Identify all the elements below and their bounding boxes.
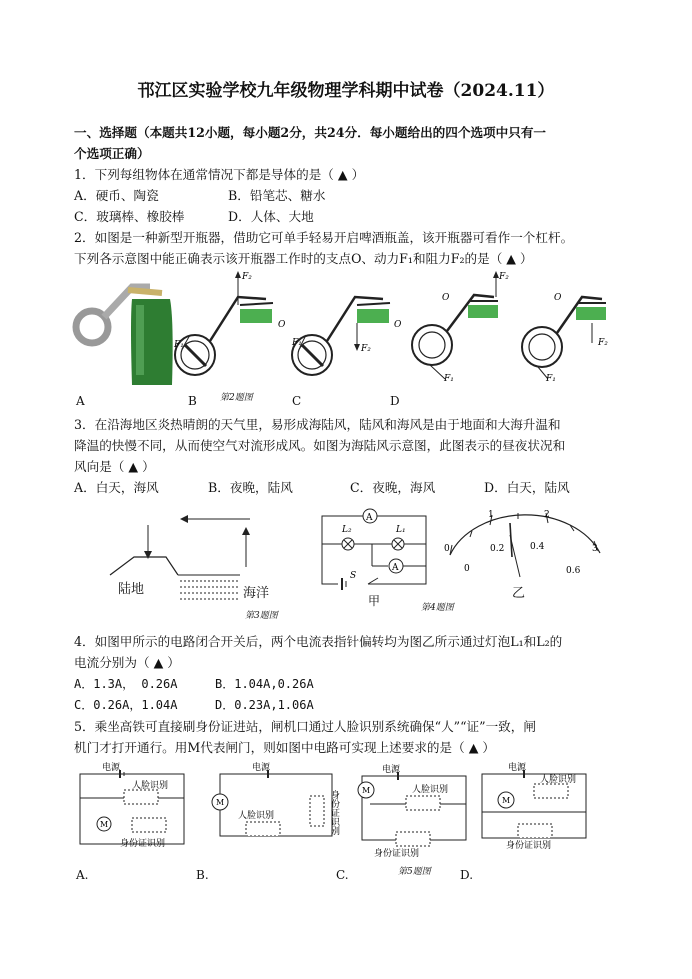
c-o-label: O bbox=[394, 320, 402, 330]
a-power-label: 电源 bbox=[102, 763, 121, 773]
q2-stem: 2．如图是一种新型开瓶器，借助它可单手轻易开启啤酒瓶盖，该开瓶器可看作一个杠杆。 bbox=[74, 230, 574, 245]
c-face-label: 人脸识别 bbox=[412, 785, 449, 795]
bottle-opener-photo bbox=[76, 287, 173, 385]
q5-circuit-c bbox=[358, 763, 466, 859]
b-motor-label: M bbox=[216, 798, 225, 807]
q4-caption: 第4题图 bbox=[421, 603, 454, 613]
q2-label-c: C bbox=[292, 394, 302, 408]
switch-s-label: S bbox=[350, 571, 357, 581]
section-heading: 一、选择题（本题共12小题，每小题2分，共24分．每小题给出的四个选项中只有一 bbox=[74, 125, 547, 140]
a-motor-label: M bbox=[100, 820, 109, 829]
q3-stem: 3．在沿海地区炎热晴朗的天气里，易形成海陆风，陆风和海风是由于地面和大海升温和 bbox=[74, 417, 561, 432]
d-power-label: 电源 bbox=[508, 763, 527, 773]
q1-option-b: B．铅笔芯、糖水 bbox=[228, 188, 326, 203]
d-face-label: 人脸识别 bbox=[540, 775, 577, 785]
e-f2-label: F₂ bbox=[598, 338, 608, 348]
diagram-b bbox=[173, 271, 286, 375]
q5-stem-cont: 机门才打开通行。用M代表闸门，则如图中电路可实现上述要求的是（ ▲ ） bbox=[74, 740, 495, 755]
section-heading-cont: 个选项正确） bbox=[74, 146, 150, 161]
q4-option-a: A．1.3A， 0.26A bbox=[74, 677, 178, 691]
ammeter-a2-label: A bbox=[392, 563, 399, 573]
q5-circuit-b bbox=[212, 761, 340, 836]
q4-option-d: D．0.23A,1.06A bbox=[215, 698, 314, 712]
a-face-label: 人脸识别 bbox=[132, 781, 169, 791]
diagram-d bbox=[412, 271, 509, 384]
q5-stem: 5．乘坐高铁可直接刷身份证进站，闸机口通过人脸识别系统确保“人”“证”一致，闸 bbox=[74, 719, 536, 734]
q4-stem: 4．如图甲所示的电路闭合开关后，两个电流表指针偏转均为图乙所示通过灯泡L₁和L₂的 bbox=[74, 634, 563, 649]
dial-inner-tick-3: 0.6 bbox=[566, 566, 581, 576]
q5-figure bbox=[70, 760, 630, 870]
q2-figure bbox=[70, 265, 630, 405]
q2-stem-cont: 下列各示意图中能正确表示该开瓶器工作时的支点O、动力F₁和阻力F₂的是（ ▲ ） bbox=[74, 251, 533, 266]
q3-sea-label: 海洋 bbox=[243, 586, 270, 601]
q2-caption: 第2题图 bbox=[220, 393, 253, 403]
q3-option-a: A．白天，海风 bbox=[74, 480, 159, 495]
q3-option-b: B．夜晚，陆风 bbox=[208, 480, 293, 495]
paper-title: 邗江区实验学校九年级物理学科期中试卷（2024.11） bbox=[137, 81, 555, 101]
q3-caption: 第3题图 bbox=[245, 611, 278, 621]
diagram-e bbox=[522, 293, 608, 384]
q2-label-d: D bbox=[390, 394, 400, 408]
q5-label-d: D. bbox=[460, 868, 474, 882]
q2-label-b: B bbox=[188, 394, 197, 408]
q3-stem-cont2: 风向是（ ▲ ） bbox=[74, 459, 155, 474]
c-power-label: 电源 bbox=[382, 765, 401, 775]
q3-land-label: 陆地 bbox=[118, 582, 145, 597]
lamp-l2-label: L₂ bbox=[342, 525, 352, 535]
d-id-label: 身份证识别 bbox=[506, 841, 552, 851]
d-motor-label: M bbox=[502, 796, 511, 805]
b-f2-label: F₂ bbox=[242, 272, 252, 282]
q3-option-d: D．白天，陆风 bbox=[484, 480, 570, 495]
c-f1-label: F₁ bbox=[292, 338, 302, 348]
dial-outer-tick-3: 3 bbox=[592, 544, 598, 554]
dial-outer-zero: 0 bbox=[444, 544, 450, 554]
dial-outer-tick-2: 2 bbox=[544, 510, 550, 520]
q4-circuit-jia bbox=[318, 508, 448, 592]
ammeter-a1-label: A bbox=[366, 513, 373, 523]
c-motor-label: M bbox=[362, 786, 371, 795]
c-f2-label: F₂ bbox=[361, 344, 371, 354]
b-power-label: 电源 bbox=[252, 763, 271, 773]
c-id-label: 身份证识别 bbox=[374, 849, 420, 859]
b-o-label: O bbox=[278, 320, 286, 330]
q5-circuit-a bbox=[80, 761, 184, 849]
diagram-c bbox=[291, 297, 402, 375]
dial-inner-tick-2: 0.4 bbox=[530, 542, 545, 552]
q4-stem-cont: 电流分别为（ ▲ ） bbox=[74, 655, 180, 670]
q1-option-d: D．人体、大地 bbox=[228, 209, 314, 224]
e-o-label: O bbox=[554, 293, 562, 303]
b-face-label: 人脸识别 bbox=[238, 811, 275, 821]
d-f1-label: F₁ bbox=[444, 374, 454, 384]
dial-inner-zero: 0 bbox=[464, 564, 470, 574]
q1-option-a: A．硬币、陶瓷 bbox=[74, 188, 159, 203]
a-id-label: 身份证识别 bbox=[120, 839, 166, 849]
q1-stem: 1．下列每组物体在通常情况下都是导体的是（ ▲ ） bbox=[74, 167, 365, 182]
q2-label-a: A bbox=[76, 394, 85, 408]
b-id-label: 身份证识别 bbox=[329, 790, 339, 835]
q4-label-jia: 甲 bbox=[368, 594, 381, 608]
lamp-l1-label: L₁ bbox=[396, 525, 406, 535]
q4-label-yi: 乙 bbox=[512, 586, 526, 601]
e-f1-label: F₁ bbox=[546, 374, 556, 384]
q5-circuit-d bbox=[482, 761, 586, 851]
d-f2-label: F₂ bbox=[499, 272, 509, 282]
d-o-label: O bbox=[442, 293, 450, 303]
q3-stem-cont1: 降温的快慢不同，从而使空气对流形成风。如图为海陆风示意图，此图表示的昼夜状况和 bbox=[74, 438, 566, 453]
q4-option-b: B．1.04A,0.26A bbox=[215, 677, 314, 691]
q4-option-c: C．0.26A，1.04A bbox=[74, 698, 178, 712]
q3-option-c: C．夜晚，海风 bbox=[350, 480, 436, 495]
q5-caption: 第5题图 bbox=[398, 867, 431, 877]
b-f1-label: F₁ bbox=[174, 340, 184, 350]
q5-label-b: B. bbox=[196, 868, 209, 882]
dial-outer-tick-1: 1 bbox=[488, 510, 494, 520]
q1-option-c: C．玻璃棒、橡胶棒 bbox=[74, 209, 185, 224]
q5-label-c: C. bbox=[336, 868, 349, 882]
dial-inner-tick-1: 0.2 bbox=[490, 544, 505, 554]
q5-label-a: A. bbox=[76, 868, 89, 882]
